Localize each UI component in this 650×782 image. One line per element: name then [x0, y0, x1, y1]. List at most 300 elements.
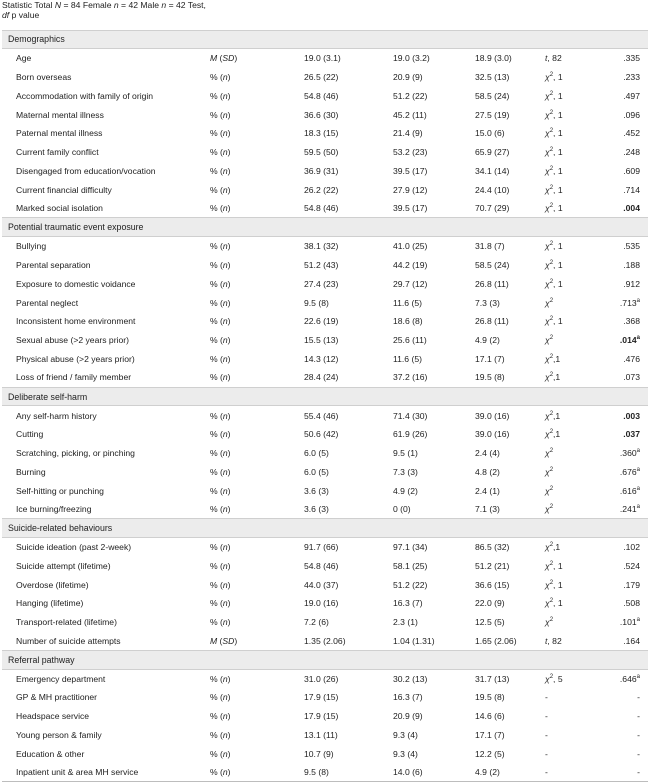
- pvalue-text: .188: [623, 259, 640, 270]
- row-pvalue: [598, 688, 648, 707]
- row-male: 70.7 (29): [475, 203, 510, 214]
- row-statistic: % (n): [210, 560, 231, 571]
- row-total: 18.3 (15): [304, 128, 339, 139]
- row-total: 44.0 (37): [304, 579, 339, 590]
- row-total: 54.8 (46): [304, 203, 339, 214]
- row-statistic: % (n): [210, 711, 231, 722]
- row-female: 51.2 (22): [393, 579, 428, 590]
- pvalue-text: .476: [623, 353, 640, 364]
- pvalue-text: .014: [619, 335, 637, 346]
- row-total: 38.1 (32): [304, 241, 339, 252]
- row-pvalue: [598, 744, 648, 763]
- row-total: 6.0 (5): [304, 447, 329, 458]
- row-label: Parental neglect: [16, 297, 79, 308]
- row-female: 39.5 (17): [393, 165, 428, 176]
- pvalue-footnote-mark: a: [636, 466, 640, 473]
- row-pvalue: [598, 763, 648, 782]
- row-test: $\chi^2$, 5: [545, 673, 563, 684]
- row-test: $\chi^2$, 1: [545, 278, 563, 289]
- pvalue-text: .912: [623, 278, 640, 289]
- table-row: [2, 444, 648, 463]
- pvalue-text: .497: [623, 90, 640, 101]
- pvalue-text: .073: [623, 372, 640, 383]
- row-label: Current financial difficulty: [16, 184, 112, 195]
- table-row: [2, 481, 648, 500]
- section-header-row: [2, 30, 648, 49]
- table-row: [2, 237, 648, 256]
- row-statistic: % (n): [210, 259, 231, 270]
- pvalue-text: .360: [619, 447, 637, 458]
- pvalue-text: .037: [623, 429, 640, 440]
- row-label: Maternal mental illness: [16, 109, 104, 120]
- row-statistic: % (n): [210, 278, 231, 289]
- pvalue-text: .233: [623, 71, 640, 82]
- row-male: 22.0 (9): [475, 598, 505, 609]
- pvalue-footnote-mark: a: [636, 297, 640, 304]
- pvalue-text: .713: [619, 297, 637, 308]
- row-pvalue: [598, 49, 648, 68]
- row-total: 17.9 (15): [304, 711, 339, 722]
- row-total: 6.0 (5): [304, 466, 329, 477]
- row-male: 14.6 (6): [475, 711, 505, 722]
- row-female: 21.4 (9): [393, 128, 423, 139]
- row-total: 17.9 (15): [304, 692, 339, 703]
- row-test: -: [545, 692, 548, 703]
- row-statistic: % (n): [210, 617, 231, 628]
- row-female: 11.6 (5): [393, 353, 422, 364]
- table-row: [2, 669, 648, 688]
- row-total: 28.4 (24): [304, 372, 339, 383]
- row-label: Self-hitting or punching: [16, 485, 104, 496]
- pvalue-text: .101: [619, 617, 637, 628]
- row-male: 32.5 (13): [475, 71, 510, 82]
- row-label: Any self-harm history: [16, 410, 97, 421]
- row-label: Physical abuse (>2 years prior): [16, 353, 135, 364]
- row-pvalue: [598, 368, 648, 387]
- pvalue-text: -: [637, 767, 640, 778]
- pvalue-text: -: [637, 729, 640, 740]
- row-female: 45.2 (11): [393, 109, 427, 120]
- row-test: $\chi^2,1$: [545, 372, 561, 383]
- row-male: 7.3 (3): [475, 297, 500, 308]
- table-row: [2, 68, 648, 87]
- row-pvalue: [598, 350, 648, 369]
- row-male: 39.0 (16): [475, 429, 510, 440]
- row-male: 7.1 (3): [475, 504, 500, 515]
- row-statistic: % (n): [210, 598, 231, 609]
- row-label: Loss of friend / family member: [16, 372, 132, 383]
- row-pvalue: [598, 594, 648, 613]
- row-test: $\chi^2$, 1: [545, 128, 563, 139]
- row-female: 53.2 (23): [393, 147, 428, 158]
- row-test: $\chi^2$: [545, 485, 554, 496]
- row-test: $\chi^2$, 1: [545, 165, 563, 176]
- row-statistic: % (n): [210, 316, 231, 327]
- table-row: [2, 425, 648, 444]
- pvalue-text: -: [637, 748, 640, 759]
- pvalue-text: -: [637, 692, 640, 703]
- row-male: 26.8 (11): [475, 278, 509, 289]
- table-row: [2, 613, 648, 632]
- row-statistic: M (SD): [210, 635, 238, 646]
- row-female: 61.9 (26): [393, 429, 428, 440]
- row-label: Inconsistent home environment: [16, 316, 136, 327]
- table-row: [2, 274, 648, 293]
- table-row: [2, 575, 648, 594]
- row-statistic: % (n): [210, 466, 231, 477]
- row-pvalue: [598, 462, 648, 481]
- row-male: 26.8 (11): [475, 316, 509, 327]
- row-label: Accommodation with family of origin: [16, 90, 154, 101]
- row-statistic: % (n): [210, 692, 231, 703]
- row-pvalue: [598, 180, 648, 199]
- demographics-table: [2, 0, 648, 782]
- row-pvalue: [598, 86, 648, 105]
- row-statistic: % (n): [210, 203, 231, 214]
- row-pvalue: [598, 124, 648, 143]
- row-female: 27.9 (12): [393, 184, 428, 195]
- row-male: 17.1 (7): [475, 353, 505, 364]
- row-label: Sexual abuse (>2 years prior): [16, 335, 129, 346]
- row-female: 58.1 (25): [393, 560, 428, 571]
- row-statistic: % (n): [210, 335, 231, 346]
- row-total: 91.7 (66): [304, 542, 339, 553]
- row-pvalue: [598, 331, 648, 350]
- row-pvalue: [598, 613, 648, 632]
- table-row: [2, 763, 648, 782]
- row-total: 3.6 (3): [304, 504, 329, 515]
- row-male: 31.7 (13): [475, 673, 510, 684]
- row-label: Suicide attempt (lifetime): [16, 560, 111, 571]
- row-label: Cutting: [16, 429, 44, 440]
- table-row: [2, 180, 648, 199]
- table-row: [2, 556, 648, 575]
- row-test: -: [545, 729, 548, 740]
- pvalue-text: .616: [619, 485, 637, 496]
- pvalue-text: .003: [623, 410, 640, 421]
- row-label: Disengaged from education/vocation: [16, 165, 156, 176]
- row-statistic: % (n): [210, 372, 231, 383]
- row-female: 30.2 (13): [393, 673, 428, 684]
- pvalue-text: .535: [623, 241, 640, 252]
- row-test: $\chi^2$: [545, 297, 554, 308]
- row-label: Young person & family: [16, 729, 102, 740]
- table-row: [2, 162, 648, 181]
- table-row: [2, 312, 648, 331]
- row-test: $\chi^2$, 1: [545, 90, 563, 101]
- pvalue-text: .452: [623, 128, 640, 139]
- row-test: $\chi^2$, 1: [545, 71, 563, 82]
- row-pvalue: [598, 632, 648, 651]
- row-female: 9.3 (4): [393, 748, 418, 759]
- pvalue-footnote-mark: a: [636, 335, 640, 342]
- row-statistic: % (n): [210, 147, 231, 158]
- row-total: 19.0 (3.1): [304, 53, 341, 64]
- table-row: [2, 293, 648, 312]
- row-total: 50.6 (42): [304, 429, 339, 440]
- pvalue-text: .241: [619, 504, 637, 515]
- section-header-row: [2, 519, 648, 538]
- row-statistic: M (SD): [210, 53, 238, 64]
- row-statistic: % (n): [210, 748, 231, 759]
- row-statistic: % (n): [210, 109, 231, 120]
- pvalue-text: .609: [623, 165, 640, 176]
- pvalue-text: .368: [623, 316, 640, 327]
- row-female: 71.4 (30): [393, 410, 428, 421]
- row-male: 17.1 (7): [475, 729, 505, 740]
- row-total: 55.4 (46): [304, 410, 339, 421]
- row-label: Current family conflict: [16, 147, 99, 158]
- row-pvalue: [598, 68, 648, 87]
- header-row: Statistic Total N = 84 Female n = 42 Male n = 42 Test, df p value: [2, 0, 206, 20]
- row-female: 9.5 (1): [393, 447, 418, 458]
- row-male: 86.5 (32): [475, 542, 510, 553]
- row-pvalue: [598, 293, 648, 312]
- row-female: 41.0 (25): [393, 241, 428, 252]
- row-male: 58.5 (24): [475, 259, 510, 270]
- row-female: 19.0 (3.2): [393, 53, 430, 64]
- row-total: 26.5 (22): [304, 71, 339, 82]
- row-pvalue: [598, 274, 648, 293]
- row-statistic: % (n): [210, 673, 231, 684]
- table-row: [2, 49, 648, 68]
- pvalue-text: .714: [623, 184, 640, 195]
- row-total: 51.2 (43): [304, 259, 339, 270]
- table-row: [2, 406, 648, 425]
- row-pvalue: [598, 444, 648, 463]
- pvalue-text: .248: [623, 147, 640, 158]
- row-pvalue: [598, 312, 648, 331]
- row-female: 18.6 (8): [393, 316, 423, 327]
- row-label: Education & other: [16, 748, 85, 759]
- row-statistic: % (n): [210, 485, 231, 496]
- pvalue-text: .524: [623, 560, 640, 571]
- row-total: 10.7 (9): [304, 748, 334, 759]
- row-pvalue: [598, 538, 648, 557]
- row-total: 15.5 (13): [304, 335, 339, 346]
- row-statistic: % (n): [210, 542, 231, 553]
- table-row: [2, 124, 648, 143]
- row-test: $\chi^2$, 1: [545, 579, 563, 590]
- row-label: Headspace service: [16, 711, 90, 722]
- row-pvalue: [598, 406, 648, 425]
- row-total: 7.2 (6): [304, 617, 329, 628]
- row-female: 16.3 (7): [393, 692, 423, 703]
- row-statistic: % (n): [210, 297, 231, 308]
- row-test: $\chi^2$, 1: [545, 560, 563, 571]
- row-female: 37.2 (16): [393, 372, 428, 383]
- row-pvalue: [598, 725, 648, 744]
- pvalue-footnote-mark: a: [636, 673, 640, 680]
- row-label: Transport-related (lifetime): [16, 617, 117, 628]
- row-total: 1.35 (2.06): [304, 635, 346, 646]
- table-row: [2, 500, 648, 519]
- row-male: 65.9 (27): [475, 147, 510, 158]
- row-male: 1.65 (2.06): [475, 635, 517, 646]
- row-label: Parental separation: [16, 259, 91, 270]
- row-female: 1.04 (1.31): [393, 635, 435, 646]
- section-title: Potential traumatic event exposure: [2, 218, 648, 237]
- row-pvalue: [598, 425, 648, 444]
- row-test: $\chi^2$, 1: [545, 241, 563, 252]
- table-row: [2, 331, 648, 350]
- row-label: Inpatient unit & area MH service: [2, 763, 206, 782]
- row-test: $\chi^2,1$: [545, 542, 561, 553]
- section-title: Demographics: [2, 30, 648, 49]
- section-title: Referral pathway: [2, 650, 648, 669]
- pvalue-text: .646: [619, 673, 637, 684]
- row-male: 39.0 (16): [475, 410, 510, 421]
- row-female: 20.9 (9): [393, 711, 423, 722]
- row-test: t, 82: [545, 635, 562, 646]
- row-male: 58.5 (24): [475, 90, 510, 101]
- table-row: [2, 688, 648, 707]
- row-statistic: % (n): [210, 90, 231, 101]
- row-male: 18.9 (3.0): [475, 53, 512, 64]
- row-pvalue: [598, 556, 648, 575]
- row-male: 15.0 (6): [475, 128, 505, 139]
- pvalue-text: .335: [623, 53, 640, 64]
- row-male: 31.8 (7): [475, 241, 505, 252]
- row-female: 14.0 (6): [377, 763, 459, 782]
- section-title: Deliberate self-harm: [2, 387, 648, 406]
- row-label: Ice burning/freezing: [16, 504, 92, 515]
- row-test: $\chi^2$: [545, 335, 554, 346]
- row-male: 4.9 (2): [459, 763, 541, 782]
- row-statistic: % (n): [210, 241, 231, 252]
- row-male: 2.4 (1): [475, 485, 500, 496]
- row-test: $\chi^2$: [545, 466, 554, 477]
- row-total: 36.6 (30): [304, 109, 339, 120]
- row-male: 2.4 (4): [475, 447, 500, 458]
- row-pvalue: [598, 162, 648, 181]
- row-test: $\chi^2$, 1: [545, 184, 563, 195]
- row-male: 12.2 (5): [475, 748, 505, 759]
- row-total: 36.9 (31): [304, 165, 339, 176]
- table-row: [2, 707, 648, 726]
- row-female: 20.9 (9): [393, 71, 423, 82]
- pvalue-text: .179: [623, 579, 640, 590]
- pvalue-footnote-mark: a: [636, 448, 640, 455]
- row-test: -: [545, 748, 548, 759]
- table-row: [2, 105, 648, 124]
- row-statistic: % (n): [210, 447, 231, 458]
- row-male: 36.6 (15): [475, 579, 510, 590]
- row-female: 29.7 (12): [393, 278, 428, 289]
- table-row: [2, 256, 648, 275]
- row-test: $\chi^2$: [545, 447, 554, 458]
- row-male: 24.4 (10): [475, 184, 510, 195]
- row-total: 9.5 (8): [288, 763, 377, 782]
- row-statistic: % (n): [210, 504, 231, 515]
- table-row: [2, 725, 648, 744]
- pvalue-footnote-mark: a: [636, 485, 640, 492]
- row-statistic: % (n): [210, 410, 231, 421]
- row-pvalue: [598, 481, 648, 500]
- row-statistic: % (n): [210, 184, 231, 195]
- row-total: 54.8 (46): [304, 90, 339, 101]
- pvalue-footnote-mark: a: [636, 504, 640, 511]
- pvalue-text: .096: [623, 109, 640, 120]
- row-total: 31.0 (26): [304, 673, 339, 684]
- row-label: Hanging (lifetime): [16, 598, 84, 609]
- table-row: [2, 86, 648, 105]
- table-row: [2, 594, 648, 613]
- row-statistic: % (n): [210, 729, 231, 740]
- row-female: 16.3 (7): [393, 598, 423, 609]
- row-pvalue: [598, 199, 648, 218]
- row-test: $\chi^2$, 1: [545, 203, 563, 214]
- pvalue-footnote-mark: a: [636, 617, 640, 624]
- row-total: 19.0 (16): [304, 598, 339, 609]
- row-total: 22.6 (19): [304, 316, 339, 327]
- row-label: Burning: [16, 466, 46, 477]
- table-header: [2, 0, 648, 30]
- row-male: 19.5 (8): [475, 692, 505, 703]
- pvalue-text: .508: [623, 598, 640, 609]
- row-pvalue: [598, 575, 648, 594]
- row-label: Overdose (lifetime): [16, 579, 89, 590]
- row-female: 25.6 (11): [393, 335, 427, 346]
- row-female: 44.2 (19): [393, 259, 428, 270]
- row-test: $\chi^2,1$: [545, 410, 561, 421]
- row-test: $\chi^2$, 1: [545, 598, 563, 609]
- row-test: $\chi^2,1$: [545, 353, 561, 364]
- row-female: 9.3 (4): [393, 729, 418, 740]
- section-header-row: [2, 650, 648, 669]
- row-total: 13.1 (11): [304, 729, 338, 740]
- row-male: 34.1 (14): [475, 165, 510, 176]
- row-label: Number of suicide attempts: [16, 635, 121, 646]
- row-pvalue: [598, 669, 648, 688]
- row-statistic: % (n): [210, 165, 231, 176]
- row-label: Age: [16, 53, 32, 64]
- row-female: 4.9 (2): [393, 485, 418, 496]
- row-test: $\chi^2$, 1: [545, 109, 563, 120]
- row-label: Emergency department: [16, 673, 106, 684]
- row-pvalue: [598, 237, 648, 256]
- table-row: [2, 538, 648, 557]
- row-statistic: % (n): [210, 579, 231, 590]
- row-statistic: % (n): [210, 71, 231, 82]
- row-total: 14.3 (12): [304, 353, 339, 364]
- table-row: [2, 199, 648, 218]
- table-row: [2, 143, 648, 162]
- table-body: [2, 30, 648, 782]
- row-test: $\chi^2$, 1: [545, 316, 563, 327]
- table-row: [2, 462, 648, 481]
- row-statistic: % (n): [210, 353, 231, 364]
- row-total: 27.4 (23): [304, 278, 339, 289]
- row-label: Paternal mental illness: [16, 128, 103, 139]
- pvalue-text: .164: [623, 635, 640, 646]
- row-total: 26.2 (22): [304, 184, 339, 195]
- row-total: 9.5 (8): [304, 297, 329, 308]
- row-test: $\chi^2$: [545, 617, 554, 628]
- row-male: 51.2 (21): [475, 560, 510, 571]
- row-male: 27.5 (19): [475, 109, 510, 120]
- pvalue-text: .102: [623, 542, 640, 553]
- row-pvalue: [598, 256, 648, 275]
- row-label: Marked social isolation: [16, 203, 103, 214]
- row-female: 7.3 (3): [393, 466, 418, 477]
- row-statistic: % (n): [210, 429, 231, 440]
- row-pvalue: [598, 707, 648, 726]
- row-female: 51.2 (22): [393, 90, 428, 101]
- table-row: [2, 744, 648, 763]
- section-header-row: [2, 218, 648, 237]
- row-total: 59.5 (50): [304, 147, 339, 158]
